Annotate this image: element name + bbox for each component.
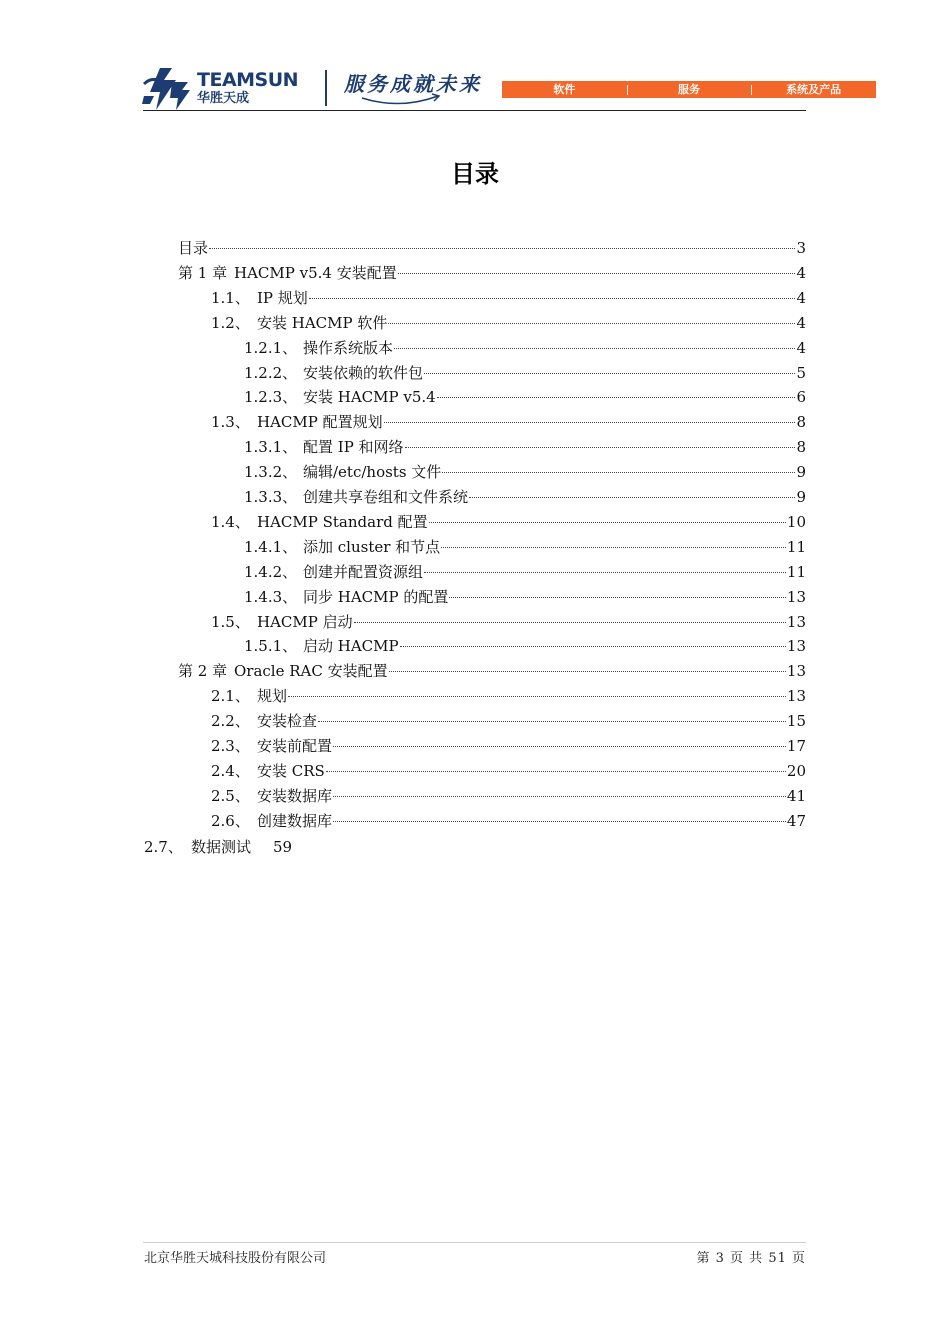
toc-number: 第 1 章 — [178, 263, 228, 282]
toc-text: 添加 cluster 和节点 — [303, 537, 441, 556]
toc-entry[interactable] — [211, 710, 806, 732]
toc-dot-leader — [288, 696, 786, 697]
header-divider — [325, 70, 327, 106]
swoosh-icon — [360, 92, 442, 108]
toc-entry[interactable] — [211, 685, 806, 707]
toc-page: 13 — [786, 687, 806, 706]
toc-dot-leader — [442, 472, 795, 473]
toc-page: 8 — [796, 438, 806, 457]
toc-text: 编辑/etc/hosts 文件 — [303, 463, 442, 482]
toc-page: 4 — [796, 263, 806, 282]
toc-number: 1.4、 — [211, 512, 250, 531]
toc-entry[interactable] — [244, 386, 806, 408]
toc-text: 安装 CRS — [257, 761, 325, 780]
toc-text: 目录 — [178, 239, 209, 257]
toc-number: 1.3.1、 — [244, 438, 298, 457]
toc-dot-leader — [309, 298, 796, 299]
toc-entry[interactable] — [211, 611, 806, 633]
toc-text: 安装 HACMP v5.4 — [303, 388, 436, 407]
toc-page: 11 — [786, 537, 806, 556]
toc-page: 59 — [273, 838, 293, 856]
toc-entry[interactable] — [211, 810, 806, 832]
toc-number: 1.4.1、 — [244, 537, 298, 556]
toc-dot-leader — [333, 821, 786, 822]
footer-page-number: 第 3 页 共 51 页 — [696, 1251, 806, 1266]
nav-item-products: 系统及产品 — [751, 81, 876, 98]
toc-page: 13 — [786, 662, 806, 681]
toc-text: 安装依赖的软件包 — [303, 363, 424, 382]
toc-page: 20 — [786, 761, 806, 780]
toc-number: 2.6、 — [211, 811, 250, 830]
toc-dot-leader — [449, 597, 786, 598]
toc-text: HACMP v5.4 安装配置 — [234, 263, 397, 282]
toc-page: 9 — [796, 463, 806, 482]
nav-item-software: 软件 — [553, 83, 576, 96]
toc-page: 6 — [796, 388, 806, 407]
brand-block — [197, 70, 298, 107]
toc-page: 11 — [786, 562, 806, 581]
toc-number: 1.2.2、 — [244, 363, 298, 382]
footer-company: 北京华胜天城科技股份有限公司 — [144, 1251, 327, 1266]
toc-entry[interactable] — [211, 785, 806, 807]
toc-dot-leader — [333, 796, 786, 797]
toc-entry[interactable] — [211, 411, 806, 433]
toc-page: 4 — [796, 313, 806, 332]
toc-entry[interactable] — [244, 486, 806, 508]
toc-number: 2.2、 — [211, 712, 250, 731]
toc-text: 安装数据库 — [257, 786, 333, 805]
toc-page: 13 — [786, 587, 806, 606]
toc-dot-leader — [394, 348, 795, 349]
brand-name-cn: 华胜天成 — [197, 91, 250, 106]
toc-number: 1.4.3、 — [244, 587, 298, 606]
toc-number: 1.1、 — [211, 288, 250, 307]
toc-page: 5 — [796, 363, 806, 382]
toc-dot-leader — [388, 323, 795, 324]
brand-name-en: TEAMSUN — [197, 69, 299, 91]
toc-entry[interactable] — [244, 337, 806, 359]
toc-page: 13 — [786, 637, 806, 656]
toc-number: 2.5、 — [211, 786, 250, 805]
toc-entry[interactable] — [211, 312, 806, 334]
toc-page: 10 — [786, 512, 806, 531]
toc-text: 同步 HACMP 的配置 — [303, 587, 449, 606]
toc-entry[interactable] — [178, 262, 806, 284]
toc-dot-leader — [398, 273, 796, 274]
toc-dot-leader — [384, 422, 796, 423]
toc-entry[interactable] — [244, 635, 806, 657]
toc-number: 1.2.1、 — [244, 338, 298, 357]
toc-text: 数据测试 — [191, 838, 252, 856]
toc-dot-leader — [400, 646, 786, 647]
toc-number: 1.3.3、 — [244, 488, 298, 506]
toc-dot-leader — [354, 622, 786, 623]
toc-page: 3 — [796, 239, 806, 257]
teamsun-logo-icon — [142, 66, 192, 112]
toc-text: 创建并配置资源组 — [303, 562, 424, 581]
toc-dot-leader — [318, 721, 786, 722]
toc-entry[interactable] — [211, 287, 806, 309]
toc-page: 47 — [786, 811, 806, 830]
toc-text: 创建共享卷组和文件系统 — [303, 488, 469, 506]
toc-dot-leader — [437, 397, 796, 398]
toc-dot-leader — [441, 547, 786, 548]
toc-text: IP 规划 — [257, 288, 308, 307]
toc-text: 配置 IP 和网络 — [303, 438, 404, 457]
toc-number: 1.5、 — [211, 612, 250, 631]
toc-number: 1.5.1、 — [244, 637, 298, 656]
toc-dot-leader — [429, 522, 786, 523]
toc-page: 15 — [786, 712, 806, 731]
toc-number: 2.1、 — [211, 687, 250, 706]
toc-entry[interactable] — [244, 436, 806, 458]
toc-text: 安装前配置 — [257, 737, 333, 755]
toc-entry[interactable] — [244, 461, 806, 483]
toc-entry[interactable] — [178, 237, 806, 259]
toc-page: 9 — [796, 488, 806, 506]
toc-entry[interactable] — [244, 362, 806, 384]
toc-dot-leader — [405, 447, 796, 448]
toc-number: 1.4.2、 — [244, 562, 298, 581]
toc-dot-leader — [389, 671, 786, 672]
toc-dot-leader — [469, 497, 795, 498]
toc-dot-leader — [333, 746, 786, 747]
toc-text: 启动 HACMP — [303, 637, 399, 656]
toc-number: 2.7、 — [144, 838, 183, 856]
toc-page: 8 — [796, 413, 806, 432]
toc-entry[interactable] — [244, 536, 806, 558]
toc-page: 41 — [786, 786, 806, 805]
toc-dot-leader — [326, 771, 786, 772]
toc-number: 1.3、 — [211, 413, 250, 432]
toc-text: 创建数据库 — [257, 811, 333, 830]
toc-page: 4 — [796, 288, 806, 307]
header-nav-bar — [502, 81, 876, 98]
toc-dot-leader — [209, 248, 795, 249]
toc-entry[interactable] — [211, 760, 806, 782]
toc-number: 2.3、 — [211, 737, 250, 755]
toc-entry-broken[interactable] — [144, 836, 292, 858]
toc-text: HACMP 启动 — [257, 612, 353, 631]
toc-text: HACMP 配置规划 — [257, 413, 383, 432]
toc-dot-leader — [424, 373, 795, 374]
slogan: 服务成就未来 — [344, 72, 482, 96]
toc-number: 1.3.2、 — [244, 463, 298, 482]
page-header — [0, 0, 950, 120]
footer-rule — [143, 1242, 806, 1243]
toc-page: 17 — [786, 737, 806, 755]
toc-entry[interactable] — [244, 561, 806, 583]
toc-page: 13 — [786, 612, 806, 631]
toc-entry[interactable] — [211, 735, 806, 757]
toc-text: 规划 — [257, 687, 288, 706]
toc-text: 操作系统版本 — [303, 338, 394, 357]
header-rule — [143, 110, 806, 111]
toc-entry[interactable] — [178, 660, 806, 682]
toc-entry[interactable] — [244, 586, 806, 608]
toc-text: Oracle RAC 安装配置 — [234, 662, 388, 681]
toc-number: 第 2 章 — [178, 662, 228, 681]
toc-number: 1.2.3、 — [244, 388, 298, 407]
toc-number: 1.2、 — [211, 313, 250, 332]
toc-page: 4 — [796, 338, 806, 357]
page-title: 目录 — [451, 160, 499, 188]
nav-item-services: 服务 — [627, 81, 752, 98]
toc-text: HACMP Standard 配置 — [257, 512, 428, 531]
toc-text: 安装 HACMP 软件 — [257, 313, 388, 332]
toc-dot-leader — [424, 572, 786, 573]
toc-number: 2.4、 — [211, 761, 250, 780]
toc-entry[interactable] — [211, 511, 806, 533]
toc-text: 安装检查 — [257, 712, 318, 731]
